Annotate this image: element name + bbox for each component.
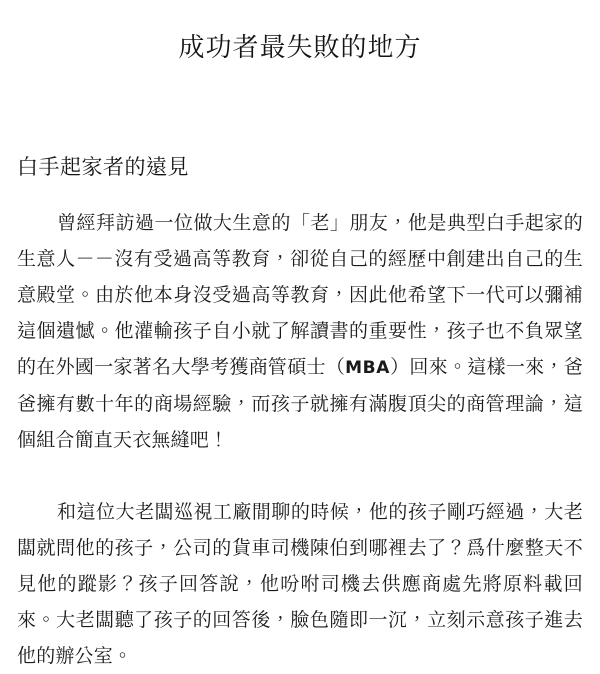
- acronym-mba: MBA: [345, 358, 390, 378]
- paragraph-2: 和這位大老闆巡視工廠閒聊的時候，他的孩子剛巧經過，大老闆就問他的孩子，公司的貨車司機陳伯到哪裡去了？爲什麼整天不見他的蹤影？孩子回答說，他吩咐司機去供應商處先將原料載回來。大老闆聽了孩子的回答後，臉色隨即一沉，立刻示意孩子進去他的辦公室。: [17, 501, 583, 667]
- body-text: [17, 205, 583, 674]
- paragraph-1: 曾經拜訪過一位做大生意的「老」朋友，他是典型白手起家的生意人－－沒有受過高等教育，卻從自己的經歷中創建出自己的生意殿堂。由於他本身沒受過高等教育，因此他希望下一代可以彌補這個遺憾。他灌輸孩子自小就了解讀書的重要性，孩子也不負眾望的在外國一家著名大學考獲商管碩士（MBA）回來。這樣一來，爸爸擁有數十年的商場經驗，而孩子就擁有滿腹頂尖的商管理論，這個組合簡直天衣無縫吧！: [17, 212, 583, 451]
- section-heading: 白手起家者的遠見: [17, 155, 189, 180]
- page-title: 成功者最失敗的地方: [178, 33, 422, 64]
